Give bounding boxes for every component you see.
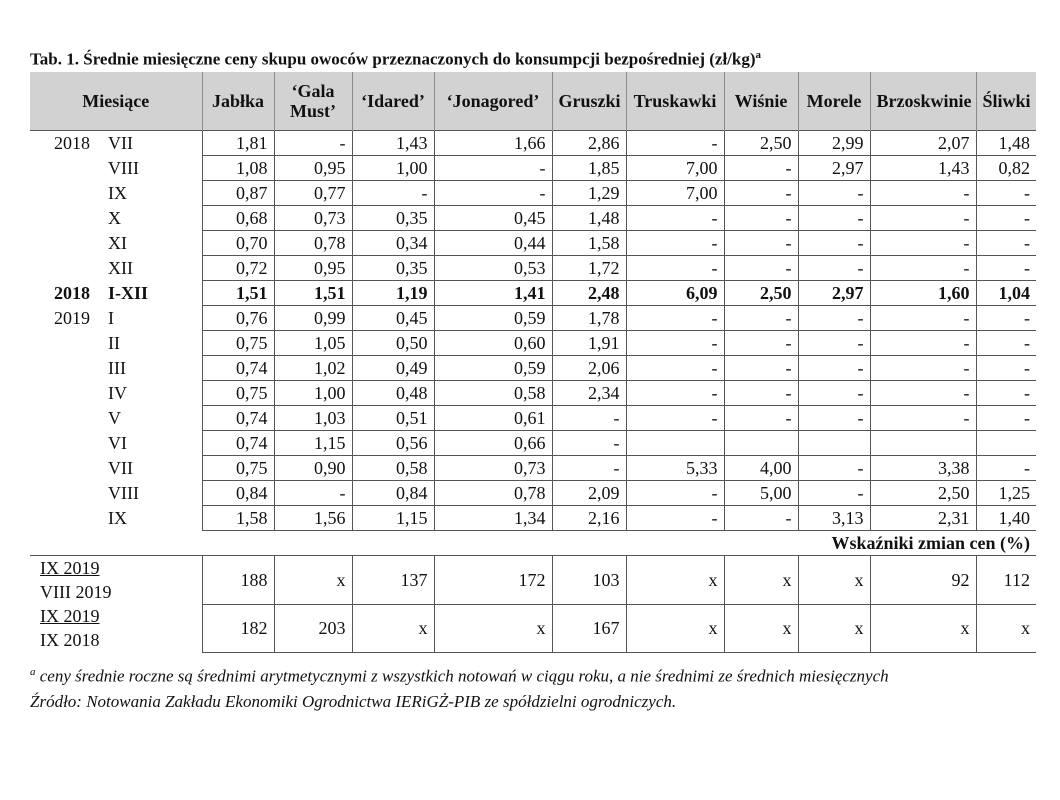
price-cell [976, 431, 1036, 456]
table-row [30, 456, 1036, 481]
month-label: VIII [108, 483, 139, 503]
price-cell: 0,99 [274, 306, 352, 331]
price-cell: 1,00 [352, 156, 434, 181]
index-period-numerator: IX 2019 [40, 606, 100, 626]
table-row [30, 181, 1036, 206]
price-cell: 0,74 [202, 356, 274, 381]
price-cell: - [870, 256, 976, 281]
table-row [30, 281, 1036, 306]
price-cell: 2,86 [552, 131, 626, 156]
price-cell: 1,91 [552, 331, 626, 356]
price-cell: - [976, 356, 1036, 381]
source-note: Źródło: Notowania Zakładu Ekonomiki Ogrodnictwa IERiGŻ-PIB ze spółdzielni ogrodniczych. [30, 692, 677, 712]
price-cell: 3,38 [870, 456, 976, 481]
month-label: IX [108, 183, 127, 203]
price-cell: 1,08 [202, 156, 274, 181]
price-cell: 1,19 [352, 281, 434, 306]
header-row [30, 72, 1036, 131]
price-cell: 0,61 [434, 406, 552, 431]
caption-footnote-mark: a [755, 49, 762, 61]
index-period-cell [30, 604, 202, 652]
price-cell: 1,05 [274, 331, 352, 356]
header-months: Miesiące [30, 72, 202, 131]
price-cell: 0,72 [202, 256, 274, 281]
index-cell: x [274, 556, 352, 605]
price-cell: 0,73 [274, 206, 352, 231]
price-cell: - [626, 356, 724, 381]
price-cell: 1,15 [274, 431, 352, 456]
price-cell: 1,34 [434, 506, 552, 531]
index-period-denominator: VIII 2019 [40, 582, 112, 602]
index-cell: 172 [434, 556, 552, 605]
footnote-text: ceny średnie roczne są średnimi arytmetycznymi z wszystkich notowań w ciągu roku, a nie średnimi ze średnich miesięcznych [35, 666, 889, 686]
price-cell: - [976, 406, 1036, 431]
year-label: 2018 [54, 133, 90, 154]
header-idared: ‘Idared’ [352, 72, 434, 131]
price-cell: 1,29 [552, 181, 626, 206]
index-cell: 188 [202, 556, 274, 605]
price-cell: 1,66 [434, 131, 552, 156]
indices-title: Wskaźniki zmian cen (%) [30, 531, 1036, 556]
index-row [30, 556, 1036, 605]
index-cell: x [626, 604, 724, 652]
price-cell: 1,25 [976, 481, 1036, 506]
month-label: VII [108, 458, 133, 478]
index-period-denominator: IX 2018 [40, 630, 100, 650]
price-cell: 2,31 [870, 506, 976, 531]
price-cell: 2,48 [552, 281, 626, 306]
price-cell [626, 431, 724, 456]
price-cell: - [626, 231, 724, 256]
year-label: 2018 [54, 283, 90, 303]
table-row [30, 356, 1036, 381]
month-cell [30, 206, 202, 231]
price-cell: - [798, 381, 870, 406]
footnote [30, 659, 1036, 690]
price-cell: 0,58 [352, 456, 434, 481]
price-cell: 2,16 [552, 506, 626, 531]
price-cell: 2,50 [870, 481, 976, 506]
index-cell: x [352, 604, 434, 652]
month-label: IV [108, 383, 127, 403]
price-cell: - [626, 256, 724, 281]
price-cell: 1,48 [976, 131, 1036, 156]
month-label: VIII [108, 158, 139, 178]
price-cell: - [798, 206, 870, 231]
month-cell [30, 231, 202, 256]
table-row [30, 206, 1036, 231]
price-cell: - [798, 481, 870, 506]
price-cell [798, 431, 870, 456]
price-cell: - [274, 481, 352, 506]
table-row [30, 131, 1036, 156]
price-cell: 2,99 [798, 131, 870, 156]
price-cell: - [724, 381, 798, 406]
price-cell: - [626, 131, 724, 156]
price-cell: 0,77 [274, 181, 352, 206]
price-cell: - [976, 231, 1036, 256]
price-cell: - [798, 231, 870, 256]
index-cell: x [976, 604, 1036, 652]
price-cell: 7,00 [626, 181, 724, 206]
price-cell: 0,35 [352, 256, 434, 281]
month-cell [30, 506, 202, 531]
table-row [30, 406, 1036, 431]
price-cell: - [724, 331, 798, 356]
price-cell: - [798, 306, 870, 331]
price-cell: 5,33 [626, 456, 724, 481]
month-cell [30, 456, 202, 481]
price-cell: 2,07 [870, 131, 976, 156]
price-cell: 2,97 [798, 156, 870, 181]
month-label: III [108, 358, 126, 378]
index-period-numerator: IX 2019 [40, 558, 100, 578]
price-cell: 0,75 [202, 381, 274, 406]
month-label: VI [108, 433, 127, 453]
price-cell: - [626, 481, 724, 506]
price-cell: - [552, 406, 626, 431]
index-cell: x [870, 604, 976, 652]
header-jablka: Jabłka [202, 72, 274, 131]
price-cell: - [434, 156, 552, 181]
price-cell: 2,50 [724, 131, 798, 156]
index-cell: x [434, 604, 552, 652]
month-label: VII [108, 133, 133, 154]
price-cell: - [870, 381, 976, 406]
month-cell [30, 431, 202, 456]
price-cell: 1,03 [274, 406, 352, 431]
price-cell: 1,72 [552, 256, 626, 281]
price-cell: - [724, 356, 798, 381]
month-label: I [108, 308, 114, 328]
price-cell: 0,51 [352, 406, 434, 431]
index-cell: 92 [870, 556, 976, 605]
header-gala-line1: ‘Gala [291, 81, 335, 101]
price-cell: 0,35 [352, 206, 434, 231]
price-cell: - [870, 231, 976, 256]
price-cell: - [798, 456, 870, 481]
price-cell: - [870, 306, 976, 331]
index-row [30, 604, 1036, 652]
price-cell: - [798, 406, 870, 431]
price-cell: - [976, 381, 1036, 406]
price-cell: 1,43 [352, 131, 434, 156]
month-cell [30, 181, 202, 206]
price-cell: 0,53 [434, 256, 552, 281]
price-cell: 0,34 [352, 231, 434, 256]
price-cell: 0,75 [202, 331, 274, 356]
price-cell: 0,95 [274, 256, 352, 281]
price-cell: 0,56 [352, 431, 434, 456]
price-cell: - [274, 131, 352, 156]
price-cell: 0,44 [434, 231, 552, 256]
price-cell: - [798, 256, 870, 281]
month-cell [30, 331, 202, 356]
month-cell [30, 481, 202, 506]
price-cell: 0,58 [434, 381, 552, 406]
table-notes [30, 659, 1036, 716]
price-cell: 0,84 [202, 481, 274, 506]
month-label: IX [108, 508, 127, 528]
header-gruszki: Gruszki [552, 72, 626, 131]
table-row [30, 256, 1036, 281]
price-cell: 2,50 [724, 281, 798, 306]
index-cell: 167 [552, 604, 626, 652]
price-cell: 1,78 [552, 306, 626, 331]
price-cell: 0,78 [274, 231, 352, 256]
price-cell: - [870, 181, 976, 206]
price-cell: - [798, 331, 870, 356]
index-cell: 203 [274, 604, 352, 652]
year-label: 2019 [54, 308, 90, 328]
price-cell: 1,43 [870, 156, 976, 181]
month-cell [30, 281, 202, 306]
index-cell: 137 [352, 556, 434, 605]
month-label: XI [108, 233, 127, 253]
table-row [30, 231, 1036, 256]
price-cell: 1,51 [202, 281, 274, 306]
month-cell [30, 306, 202, 331]
price-cell: - [976, 256, 1036, 281]
price-cell: 0,49 [352, 356, 434, 381]
price-cell: 0,74 [202, 406, 274, 431]
price-cell: 1,40 [976, 506, 1036, 531]
price-cell: 5,00 [724, 481, 798, 506]
month-cell [30, 256, 202, 281]
price-cell: 0,82 [976, 156, 1036, 181]
price-cell: 0,84 [352, 481, 434, 506]
price-cell: - [798, 356, 870, 381]
price-cell: - [870, 356, 976, 381]
price-cell: 0,68 [202, 206, 274, 231]
month-label: I-XII [108, 283, 149, 303]
caption-text: Tab. 1. Średnie miesięczne ceny skupu owoców przeznaczonych do konsumpcji bezpośredniej (zł/kg) [30, 49, 756, 69]
price-cell: - [724, 406, 798, 431]
price-cell: 2,97 [798, 281, 870, 306]
price-cell: - [724, 256, 798, 281]
price-cell: - [724, 181, 798, 206]
header-wisnie: Wiśnie [724, 72, 798, 131]
index-cell: x [724, 604, 798, 652]
price-cell: 2,09 [552, 481, 626, 506]
index-cell: x [798, 604, 870, 652]
price-cell: 4,00 [724, 456, 798, 481]
month-cell [30, 406, 202, 431]
price-cell: 1,58 [552, 231, 626, 256]
price-cell: 0,50 [352, 331, 434, 356]
price-cell: - [552, 431, 626, 456]
price-cell: - [626, 381, 724, 406]
table-row [30, 156, 1036, 181]
price-cell: 0,59 [434, 306, 552, 331]
price-cell: - [626, 306, 724, 331]
price-cell: - [724, 506, 798, 531]
header-truskawki: Truskawki [626, 72, 724, 131]
price-cell: 0,59 [434, 356, 552, 381]
header-gala-line2: Must’ [290, 101, 336, 121]
footnote-mark: a [30, 665, 36, 678]
price-cell: - [724, 206, 798, 231]
price-cell: 7,00 [626, 156, 724, 181]
price-cell: 1,02 [274, 356, 352, 381]
price-cell: 1,60 [870, 281, 976, 306]
price-cell: - [724, 231, 798, 256]
price-cell: 3,13 [798, 506, 870, 531]
price-cell: 1,58 [202, 506, 274, 531]
price-cell: - [798, 181, 870, 206]
price-cell: 1,56 [274, 506, 352, 531]
month-label: II [108, 333, 120, 353]
price-cell: - [870, 206, 976, 231]
month-cell [30, 381, 202, 406]
index-cell: 112 [976, 556, 1036, 605]
price-cell: 2,34 [552, 381, 626, 406]
table-caption [30, 44, 1036, 72]
month-cell [30, 356, 202, 381]
price-cell: 0,48 [352, 381, 434, 406]
price-cell: - [626, 506, 724, 531]
table-body [30, 131, 1036, 653]
price-cell: - [976, 456, 1036, 481]
header-brzoskwinie: Brzoskwinie [870, 72, 976, 131]
month-label: XII [108, 258, 133, 278]
price-cell: 0,70 [202, 231, 274, 256]
index-cell: 182 [202, 604, 274, 652]
price-cell: - [552, 456, 626, 481]
table-row [30, 331, 1036, 356]
price-cell: 1,04 [976, 281, 1036, 306]
month-cell [30, 156, 202, 181]
header-sliwki: Śliwki [976, 72, 1036, 131]
price-cell: 2,06 [552, 356, 626, 381]
header-jonagored: ‘Jonagored’ [434, 72, 552, 131]
price-cell: - [976, 306, 1036, 331]
price-cell: 0,75 [202, 456, 274, 481]
price-cell: 1,48 [552, 206, 626, 231]
price-cell: - [434, 181, 552, 206]
price-cell: 1,51 [274, 281, 352, 306]
table-row [30, 431, 1036, 456]
price-cell: - [626, 206, 724, 231]
price-cell: 1,81 [202, 131, 274, 156]
price-cell: - [724, 306, 798, 331]
price-cell [724, 431, 798, 456]
price-cell: - [870, 406, 976, 431]
index-cell: x [798, 556, 870, 605]
table-row [30, 506, 1036, 531]
index-cell: x [724, 556, 798, 605]
price-cell: 0,78 [434, 481, 552, 506]
price-cell: - [976, 206, 1036, 231]
index-period-cell [30, 556, 202, 605]
header-morele: Morele [798, 72, 870, 131]
price-cell: 0,95 [274, 156, 352, 181]
document-page [30, 44, 1036, 715]
price-cell: - [870, 331, 976, 356]
month-cell [30, 131, 202, 156]
price-cell: 1,15 [352, 506, 434, 531]
index-cell: x [626, 556, 724, 605]
price-cell [870, 431, 976, 456]
price-cell: 0,45 [434, 206, 552, 231]
month-label: X [108, 208, 121, 228]
index-cell: 103 [552, 556, 626, 605]
price-cell: 0,76 [202, 306, 274, 331]
table-row [30, 381, 1036, 406]
price-cell: - [724, 156, 798, 181]
price-cell: 1,85 [552, 156, 626, 181]
price-cell: 1,00 [274, 381, 352, 406]
price-cell: 0,87 [202, 181, 274, 206]
table-row [30, 481, 1036, 506]
price-cell: 0,66 [434, 431, 552, 456]
price-table [30, 72, 1036, 653]
price-cell: 6,09 [626, 281, 724, 306]
price-cell: - [626, 406, 724, 431]
price-cell: 1,41 [434, 281, 552, 306]
month-label: V [108, 408, 121, 428]
price-cell: 0,45 [352, 306, 434, 331]
table-row [30, 306, 1036, 331]
price-cell: 0,60 [434, 331, 552, 356]
price-cell: - [626, 331, 724, 356]
price-cell: 0,74 [202, 431, 274, 456]
indices-header-row [30, 531, 1036, 556]
price-cell: - [352, 181, 434, 206]
header-gala-must [274, 72, 352, 131]
price-cell: 0,90 [274, 456, 352, 481]
price-cell: - [976, 181, 1036, 206]
price-cell: 0,73 [434, 456, 552, 481]
price-cell: - [976, 331, 1036, 356]
